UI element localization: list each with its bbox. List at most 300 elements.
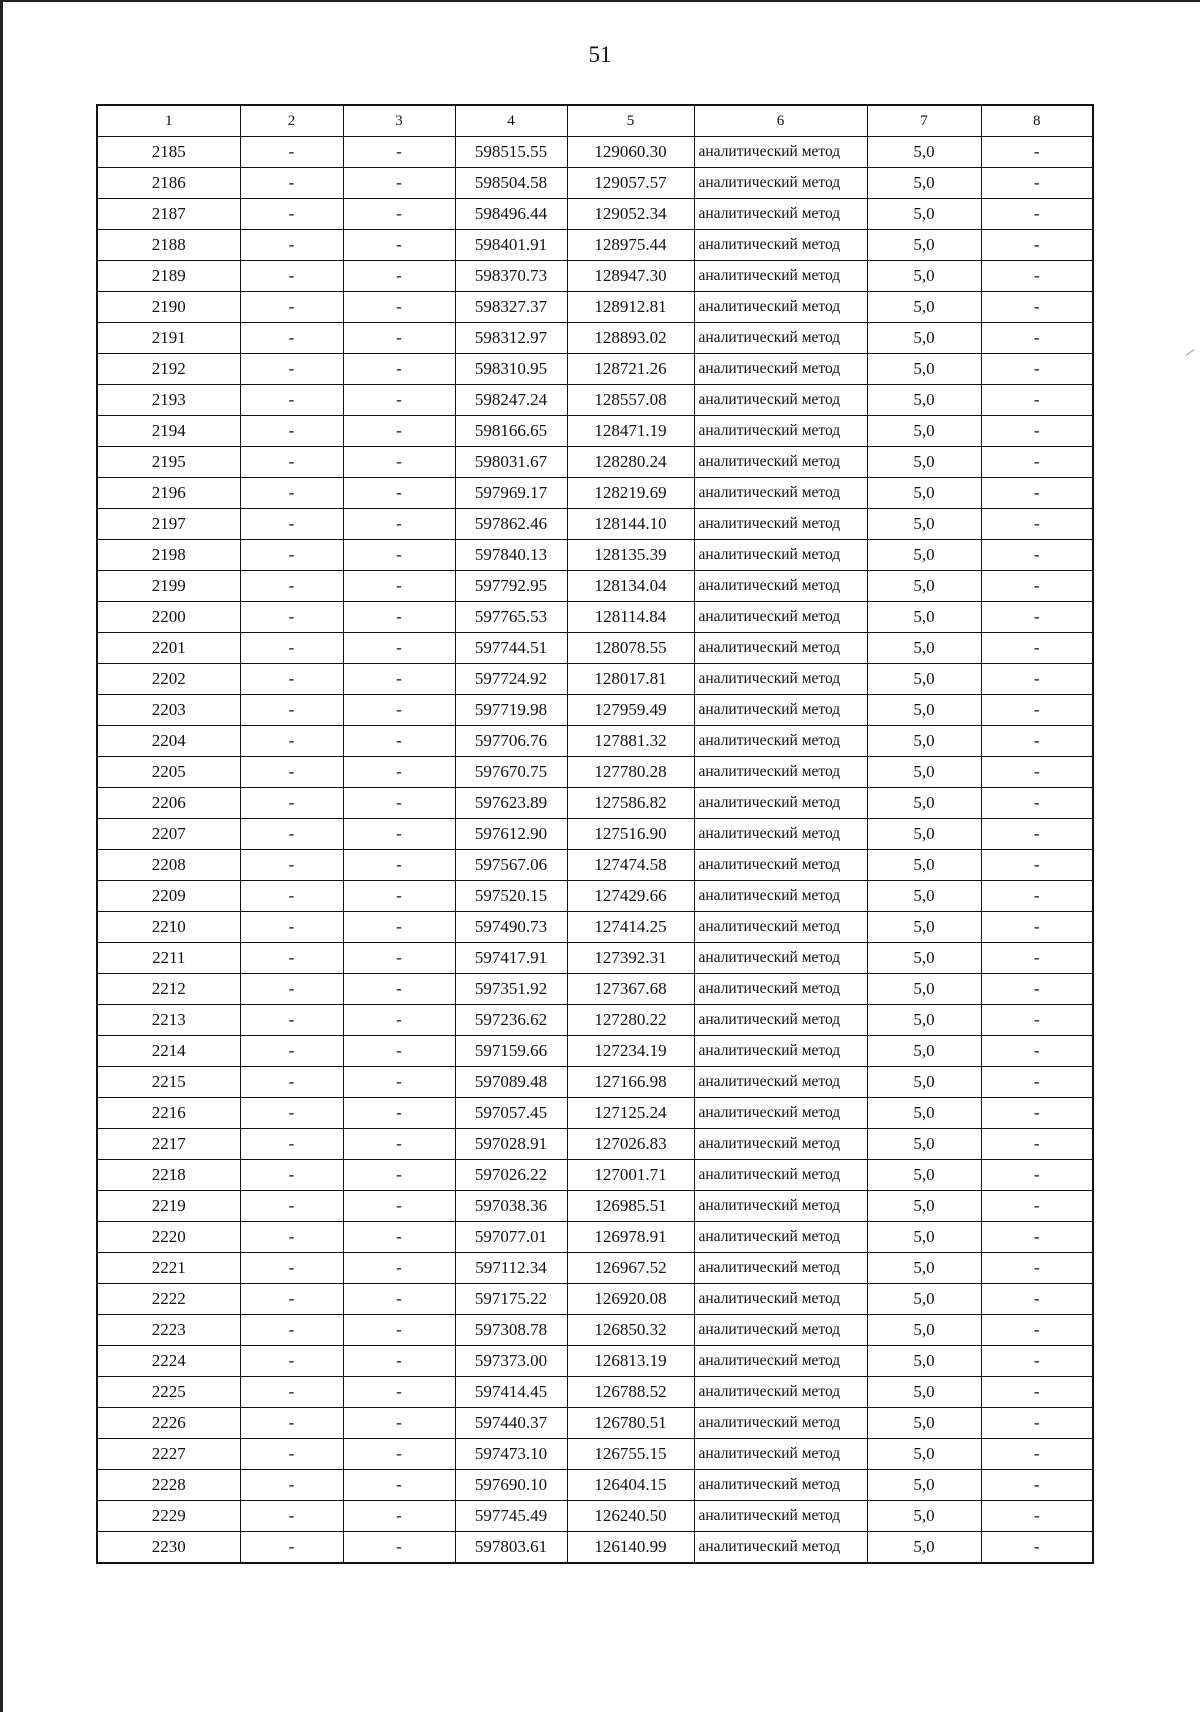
col2-cell: - bbox=[240, 137, 343, 168]
table-row bbox=[97, 1222, 1093, 1253]
y-coordinate-cell: 126140.99 bbox=[567, 1532, 694, 1564]
table-row bbox=[97, 1408, 1093, 1439]
y-coordinate-cell: 129052.34 bbox=[567, 199, 694, 230]
table-row bbox=[97, 1284, 1093, 1315]
col8-cell: - bbox=[981, 447, 1093, 478]
point-number-cell: 2188 bbox=[97, 230, 240, 261]
col8-cell: - bbox=[981, 540, 1093, 571]
accuracy-cell: 5,0 bbox=[867, 1470, 981, 1501]
table-row bbox=[97, 1439, 1093, 1470]
point-number-cell: 2205 bbox=[97, 757, 240, 788]
y-coordinate-cell: 128947.30 bbox=[567, 261, 694, 292]
y-coordinate-cell: 127414.25 bbox=[567, 912, 694, 943]
x-coordinate-cell: 597520.15 bbox=[455, 881, 567, 912]
col2-cell: - bbox=[240, 261, 343, 292]
method-cell: аналитический метод bbox=[694, 323, 867, 354]
method-cell: аналитический метод bbox=[694, 1346, 867, 1377]
table-row bbox=[97, 230, 1093, 261]
point-number-cell: 2204 bbox=[97, 726, 240, 757]
method-cell: аналитический метод bbox=[694, 385, 867, 416]
col8-cell: - bbox=[981, 1408, 1093, 1439]
table-row bbox=[97, 974, 1093, 1005]
table-body bbox=[97, 137, 1093, 1564]
method-cell: аналитический метод bbox=[694, 757, 867, 788]
point-number-cell: 2223 bbox=[97, 1315, 240, 1346]
y-coordinate-cell: 128114.84 bbox=[567, 602, 694, 633]
column-header: 7 bbox=[867, 105, 981, 137]
point-number-cell: 2225 bbox=[97, 1377, 240, 1408]
col3-cell: - bbox=[343, 509, 455, 540]
column-header: 8 bbox=[981, 105, 1093, 137]
y-coordinate-cell: 127780.28 bbox=[567, 757, 694, 788]
accuracy-cell: 5,0 bbox=[867, 1129, 981, 1160]
x-coordinate-cell: 598247.24 bbox=[455, 385, 567, 416]
method-cell: аналитический метод bbox=[694, 137, 867, 168]
method-cell: аналитический метод bbox=[694, 1253, 867, 1284]
accuracy-cell: 5,0 bbox=[867, 416, 981, 447]
col3-cell: - bbox=[343, 1532, 455, 1564]
table-row bbox=[97, 385, 1093, 416]
col3-cell: - bbox=[343, 1408, 455, 1439]
x-coordinate-cell: 597690.10 bbox=[455, 1470, 567, 1501]
y-coordinate-cell: 127367.68 bbox=[567, 974, 694, 1005]
accuracy-cell: 5,0 bbox=[867, 912, 981, 943]
table-row bbox=[97, 788, 1093, 819]
col8-cell: - bbox=[981, 478, 1093, 509]
method-cell: аналитический метод bbox=[694, 1005, 867, 1036]
x-coordinate-cell: 597351.92 bbox=[455, 974, 567, 1005]
col3-cell: - bbox=[343, 416, 455, 447]
x-coordinate-cell: 598310.95 bbox=[455, 354, 567, 385]
accuracy-cell: 5,0 bbox=[867, 509, 981, 540]
table-row bbox=[97, 664, 1093, 695]
col8-cell: - bbox=[981, 168, 1093, 199]
accuracy-cell: 5,0 bbox=[867, 1501, 981, 1532]
point-number-cell: 2210 bbox=[97, 912, 240, 943]
method-cell: аналитический метод bbox=[694, 788, 867, 819]
column-header: 5 bbox=[567, 105, 694, 137]
method-cell: аналитический метод bbox=[694, 1532, 867, 1564]
accuracy-cell: 5,0 bbox=[867, 1315, 981, 1346]
col3-cell: - bbox=[343, 1191, 455, 1222]
x-coordinate-cell: 597623.89 bbox=[455, 788, 567, 819]
table-row bbox=[97, 509, 1093, 540]
accuracy-cell: 5,0 bbox=[867, 571, 981, 602]
col3-cell: - bbox=[343, 602, 455, 633]
point-number-cell: 2199 bbox=[97, 571, 240, 602]
y-coordinate-cell: 127516.90 bbox=[567, 819, 694, 850]
col8-cell: - bbox=[981, 850, 1093, 881]
accuracy-cell: 5,0 bbox=[867, 695, 981, 726]
x-coordinate-cell: 597670.75 bbox=[455, 757, 567, 788]
col8-cell: - bbox=[981, 726, 1093, 757]
table-row bbox=[97, 1160, 1093, 1191]
y-coordinate-cell: 127234.19 bbox=[567, 1036, 694, 1067]
col3-cell: - bbox=[343, 1129, 455, 1160]
table-row bbox=[97, 478, 1093, 509]
col3-cell: - bbox=[343, 1253, 455, 1284]
method-cell: аналитический метод bbox=[694, 1067, 867, 1098]
method-cell: аналитический метод bbox=[694, 571, 867, 602]
col3-cell: - bbox=[343, 819, 455, 850]
x-coordinate-cell: 597077.01 bbox=[455, 1222, 567, 1253]
table-row bbox=[97, 1067, 1093, 1098]
method-cell: аналитический метод bbox=[694, 819, 867, 850]
col2-cell: - bbox=[240, 974, 343, 1005]
method-cell: аналитический метод bbox=[694, 1191, 867, 1222]
col2-cell: - bbox=[240, 912, 343, 943]
x-coordinate-cell: 598312.97 bbox=[455, 323, 567, 354]
point-number-cell: 2230 bbox=[97, 1532, 240, 1564]
accuracy-cell: 5,0 bbox=[867, 261, 981, 292]
y-coordinate-cell: 127586.82 bbox=[567, 788, 694, 819]
y-coordinate-cell: 126813.19 bbox=[567, 1346, 694, 1377]
col3-cell: - bbox=[343, 788, 455, 819]
method-cell: аналитический метод bbox=[694, 1408, 867, 1439]
method-cell: аналитический метод bbox=[694, 1129, 867, 1160]
col2-cell: - bbox=[240, 168, 343, 199]
col2-cell: - bbox=[240, 819, 343, 850]
col2-cell: - bbox=[240, 602, 343, 633]
coordinates-table bbox=[96, 104, 1094, 1564]
col8-cell: - bbox=[981, 974, 1093, 1005]
table-row bbox=[97, 726, 1093, 757]
column-header: 3 bbox=[343, 105, 455, 137]
accuracy-cell: 5,0 bbox=[867, 230, 981, 261]
y-coordinate-cell: 127881.32 bbox=[567, 726, 694, 757]
table-row bbox=[97, 447, 1093, 478]
y-coordinate-cell: 126978.91 bbox=[567, 1222, 694, 1253]
accuracy-cell: 5,0 bbox=[867, 540, 981, 571]
x-coordinate-cell: 597490.73 bbox=[455, 912, 567, 943]
col2-cell: - bbox=[240, 1470, 343, 1501]
point-number-cell: 2224 bbox=[97, 1346, 240, 1377]
y-coordinate-cell: 127026.83 bbox=[567, 1129, 694, 1160]
col2-cell: - bbox=[240, 540, 343, 571]
accuracy-cell: 5,0 bbox=[867, 1532, 981, 1564]
y-coordinate-cell: 126985.51 bbox=[567, 1191, 694, 1222]
column-header: 6 bbox=[694, 105, 867, 137]
table-row bbox=[97, 354, 1093, 385]
point-number-cell: 2195 bbox=[97, 447, 240, 478]
col3-cell: - bbox=[343, 881, 455, 912]
col2-cell: - bbox=[240, 199, 343, 230]
col2-cell: - bbox=[240, 354, 343, 385]
table-row bbox=[97, 633, 1093, 664]
accuracy-cell: 5,0 bbox=[867, 354, 981, 385]
col3-cell: - bbox=[343, 757, 455, 788]
accuracy-cell: 5,0 bbox=[867, 1067, 981, 1098]
method-cell: аналитический метод bbox=[694, 1377, 867, 1408]
x-coordinate-cell: 598166.65 bbox=[455, 416, 567, 447]
table-row bbox=[97, 540, 1093, 571]
col3-cell: - bbox=[343, 1036, 455, 1067]
point-number-cell: 2229 bbox=[97, 1501, 240, 1532]
point-number-cell: 2220 bbox=[97, 1222, 240, 1253]
col8-cell: - bbox=[981, 199, 1093, 230]
method-cell: аналитический метод bbox=[694, 912, 867, 943]
col3-cell: - bbox=[343, 447, 455, 478]
x-coordinate-cell: 597057.45 bbox=[455, 1098, 567, 1129]
col2-cell: - bbox=[240, 1129, 343, 1160]
point-number-cell: 2194 bbox=[97, 416, 240, 447]
col8-cell: - bbox=[981, 416, 1093, 447]
point-number-cell: 2209 bbox=[97, 881, 240, 912]
x-coordinate-cell: 597745.49 bbox=[455, 1501, 567, 1532]
col8-cell: - bbox=[981, 602, 1093, 633]
accuracy-cell: 5,0 bbox=[867, 819, 981, 850]
y-coordinate-cell: 128721.26 bbox=[567, 354, 694, 385]
x-coordinate-cell: 597414.45 bbox=[455, 1377, 567, 1408]
table-row bbox=[97, 199, 1093, 230]
col3-cell: - bbox=[343, 540, 455, 571]
method-cell: аналитический метод bbox=[694, 974, 867, 1005]
col2-cell: - bbox=[240, 1191, 343, 1222]
scan-border-left bbox=[0, 0, 3, 1712]
accuracy-cell: 5,0 bbox=[867, 168, 981, 199]
method-cell: аналитический метод bbox=[694, 695, 867, 726]
col8-cell: - bbox=[981, 1222, 1093, 1253]
accuracy-cell: 5,0 bbox=[867, 1005, 981, 1036]
table-row bbox=[97, 1098, 1093, 1129]
y-coordinate-cell: 126755.15 bbox=[567, 1439, 694, 1470]
y-coordinate-cell: 127392.31 bbox=[567, 943, 694, 974]
column-header: 2 bbox=[240, 105, 343, 137]
method-cell: аналитический метод bbox=[694, 447, 867, 478]
y-coordinate-cell: 128471.19 bbox=[567, 416, 694, 447]
col2-cell: - bbox=[240, 509, 343, 540]
table-row bbox=[97, 850, 1093, 881]
point-number-cell: 2208 bbox=[97, 850, 240, 881]
table-row bbox=[97, 1036, 1093, 1067]
accuracy-cell: 5,0 bbox=[867, 726, 981, 757]
y-coordinate-cell: 127429.66 bbox=[567, 881, 694, 912]
col3-cell: - bbox=[343, 230, 455, 261]
col8-cell: - bbox=[981, 788, 1093, 819]
method-cell: аналитический метод bbox=[694, 199, 867, 230]
method-cell: аналитический метод bbox=[694, 1284, 867, 1315]
table-row bbox=[97, 1501, 1093, 1532]
method-cell: аналитический метод bbox=[694, 168, 867, 199]
col8-cell: - bbox=[981, 137, 1093, 168]
y-coordinate-cell: 126788.52 bbox=[567, 1377, 694, 1408]
method-cell: аналитический метод bbox=[694, 633, 867, 664]
x-coordinate-cell: 597089.48 bbox=[455, 1067, 567, 1098]
point-number-cell: 2203 bbox=[97, 695, 240, 726]
col3-cell: - bbox=[343, 1439, 455, 1470]
col2-cell: - bbox=[240, 571, 343, 602]
point-number-cell: 2191 bbox=[97, 323, 240, 354]
x-coordinate-cell: 597159.66 bbox=[455, 1036, 567, 1067]
accuracy-cell: 5,0 bbox=[867, 974, 981, 1005]
y-coordinate-cell: 128219.69 bbox=[567, 478, 694, 509]
col3-cell: - bbox=[343, 571, 455, 602]
method-cell: аналитический метод bbox=[694, 726, 867, 757]
col2-cell: - bbox=[240, 1253, 343, 1284]
table-row bbox=[97, 137, 1093, 168]
y-coordinate-cell: 128134.04 bbox=[567, 571, 694, 602]
table-row bbox=[97, 881, 1093, 912]
table-row bbox=[97, 261, 1093, 292]
col8-cell: - bbox=[981, 1532, 1093, 1564]
table-row bbox=[97, 819, 1093, 850]
x-coordinate-cell: 597765.53 bbox=[455, 602, 567, 633]
x-coordinate-cell: 597612.90 bbox=[455, 819, 567, 850]
col2-cell: - bbox=[240, 757, 343, 788]
col3-cell: - bbox=[343, 1315, 455, 1346]
y-coordinate-cell: 128144.10 bbox=[567, 509, 694, 540]
y-coordinate-cell: 128135.39 bbox=[567, 540, 694, 571]
y-coordinate-cell: 128975.44 bbox=[567, 230, 694, 261]
table-row bbox=[97, 323, 1093, 354]
col3-cell: - bbox=[343, 261, 455, 292]
x-coordinate-cell: 598515.55 bbox=[455, 137, 567, 168]
col3-cell: - bbox=[343, 1098, 455, 1129]
y-coordinate-cell: 129057.57 bbox=[567, 168, 694, 199]
x-coordinate-cell: 597567.06 bbox=[455, 850, 567, 881]
col8-cell: - bbox=[981, 1377, 1093, 1408]
col8-cell: - bbox=[981, 695, 1093, 726]
col2-cell: - bbox=[240, 1160, 343, 1191]
method-cell: аналитический метод bbox=[694, 1439, 867, 1470]
y-coordinate-cell: 128078.55 bbox=[567, 633, 694, 664]
method-cell: аналитический метод bbox=[694, 230, 867, 261]
x-coordinate-cell: 597112.34 bbox=[455, 1253, 567, 1284]
accuracy-cell: 5,0 bbox=[867, 1191, 981, 1222]
table-row bbox=[97, 1377, 1093, 1408]
col8-cell: - bbox=[981, 1129, 1093, 1160]
table-row bbox=[97, 1191, 1093, 1222]
accuracy-cell: 5,0 bbox=[867, 323, 981, 354]
method-cell: аналитический метод bbox=[694, 1160, 867, 1191]
col3-cell: - bbox=[343, 664, 455, 695]
col2-cell: - bbox=[240, 1532, 343, 1564]
col8-cell: - bbox=[981, 1501, 1093, 1532]
col3-cell: - bbox=[343, 292, 455, 323]
point-number-cell: 2201 bbox=[97, 633, 240, 664]
point-number-cell: 2196 bbox=[97, 478, 240, 509]
method-cell: аналитический метод bbox=[694, 292, 867, 323]
point-number-cell: 2186 bbox=[97, 168, 240, 199]
col3-cell: - bbox=[343, 1470, 455, 1501]
accuracy-cell: 5,0 bbox=[867, 1253, 981, 1284]
accuracy-cell: 5,0 bbox=[867, 1408, 981, 1439]
point-number-cell: 2200 bbox=[97, 602, 240, 633]
col8-cell: - bbox=[981, 385, 1093, 416]
column-header: 1 bbox=[97, 105, 240, 137]
scan-border-top bbox=[0, 0, 1200, 2]
x-coordinate-cell: 597969.17 bbox=[455, 478, 567, 509]
col3-cell: - bbox=[343, 1160, 455, 1191]
method-cell: аналитический метод bbox=[694, 416, 867, 447]
table-row bbox=[97, 757, 1093, 788]
col8-cell: - bbox=[981, 943, 1093, 974]
point-number-cell: 2185 bbox=[97, 137, 240, 168]
col3-cell: - bbox=[343, 1222, 455, 1253]
col3-cell: - bbox=[343, 1501, 455, 1532]
y-coordinate-cell: 128280.24 bbox=[567, 447, 694, 478]
col8-cell: - bbox=[981, 354, 1093, 385]
point-number-cell: 2222 bbox=[97, 1284, 240, 1315]
col2-cell: - bbox=[240, 478, 343, 509]
point-number-cell: 2226 bbox=[97, 1408, 240, 1439]
col2-cell: - bbox=[240, 788, 343, 819]
accuracy-cell: 5,0 bbox=[867, 1377, 981, 1408]
method-cell: аналитический метод bbox=[694, 1470, 867, 1501]
accuracy-cell: 5,0 bbox=[867, 788, 981, 819]
col3-cell: - bbox=[343, 1067, 455, 1098]
method-cell: аналитический метод bbox=[694, 540, 867, 571]
col8-cell: - bbox=[981, 230, 1093, 261]
col8-cell: - bbox=[981, 757, 1093, 788]
x-coordinate-cell: 597175.22 bbox=[455, 1284, 567, 1315]
col3-cell: - bbox=[343, 323, 455, 354]
method-cell: аналитический метод bbox=[694, 1036, 867, 1067]
point-number-cell: 2215 bbox=[97, 1067, 240, 1098]
col3-cell: - bbox=[343, 974, 455, 1005]
point-number-cell: 2193 bbox=[97, 385, 240, 416]
table-row bbox=[97, 1346, 1093, 1377]
x-coordinate-cell: 597417.91 bbox=[455, 943, 567, 974]
table-row bbox=[97, 1315, 1093, 1346]
col8-cell: - bbox=[981, 323, 1093, 354]
y-coordinate-cell: 128912.81 bbox=[567, 292, 694, 323]
method-cell: аналитический метод bbox=[694, 478, 867, 509]
col8-cell: - bbox=[981, 1191, 1093, 1222]
point-number-cell: 2207 bbox=[97, 819, 240, 850]
x-coordinate-cell: 597862.46 bbox=[455, 509, 567, 540]
table-row bbox=[97, 168, 1093, 199]
x-coordinate-cell: 597792.95 bbox=[455, 571, 567, 602]
x-coordinate-cell: 597719.98 bbox=[455, 695, 567, 726]
table-row bbox=[97, 943, 1093, 974]
col2-cell: - bbox=[240, 1036, 343, 1067]
accuracy-cell: 5,0 bbox=[867, 602, 981, 633]
y-coordinate-cell: 126780.51 bbox=[567, 1408, 694, 1439]
accuracy-cell: 5,0 bbox=[867, 1346, 981, 1377]
x-coordinate-cell: 597840.13 bbox=[455, 540, 567, 571]
accuracy-cell: 5,0 bbox=[867, 199, 981, 230]
accuracy-cell: 5,0 bbox=[867, 1160, 981, 1191]
y-coordinate-cell: 127166.98 bbox=[567, 1067, 694, 1098]
method-cell: аналитический метод bbox=[694, 1315, 867, 1346]
x-coordinate-cell: 597803.61 bbox=[455, 1532, 567, 1564]
col3-cell: - bbox=[343, 199, 455, 230]
method-cell: аналитический метод bbox=[694, 1098, 867, 1129]
y-coordinate-cell: 128893.02 bbox=[567, 323, 694, 354]
x-coordinate-cell: 597028.91 bbox=[455, 1129, 567, 1160]
x-coordinate-cell: 597038.36 bbox=[455, 1191, 567, 1222]
col3-cell: - bbox=[343, 850, 455, 881]
x-coordinate-cell: 598031.67 bbox=[455, 447, 567, 478]
point-number-cell: 2190 bbox=[97, 292, 240, 323]
col2-cell: - bbox=[240, 1284, 343, 1315]
col2-cell: - bbox=[240, 695, 343, 726]
method-cell: аналитический метод bbox=[694, 354, 867, 385]
point-number-cell: 2202 bbox=[97, 664, 240, 695]
table-header-row bbox=[97, 105, 1093, 137]
col2-cell: - bbox=[240, 230, 343, 261]
x-coordinate-cell: 597308.78 bbox=[455, 1315, 567, 1346]
col8-cell: - bbox=[981, 1470, 1093, 1501]
x-coordinate-cell: 597026.22 bbox=[455, 1160, 567, 1191]
table-row bbox=[97, 571, 1093, 602]
col2-cell: - bbox=[240, 726, 343, 757]
col2-cell: - bbox=[240, 1005, 343, 1036]
col8-cell: - bbox=[981, 1005, 1093, 1036]
table-row bbox=[97, 1532, 1093, 1564]
accuracy-cell: 5,0 bbox=[867, 137, 981, 168]
